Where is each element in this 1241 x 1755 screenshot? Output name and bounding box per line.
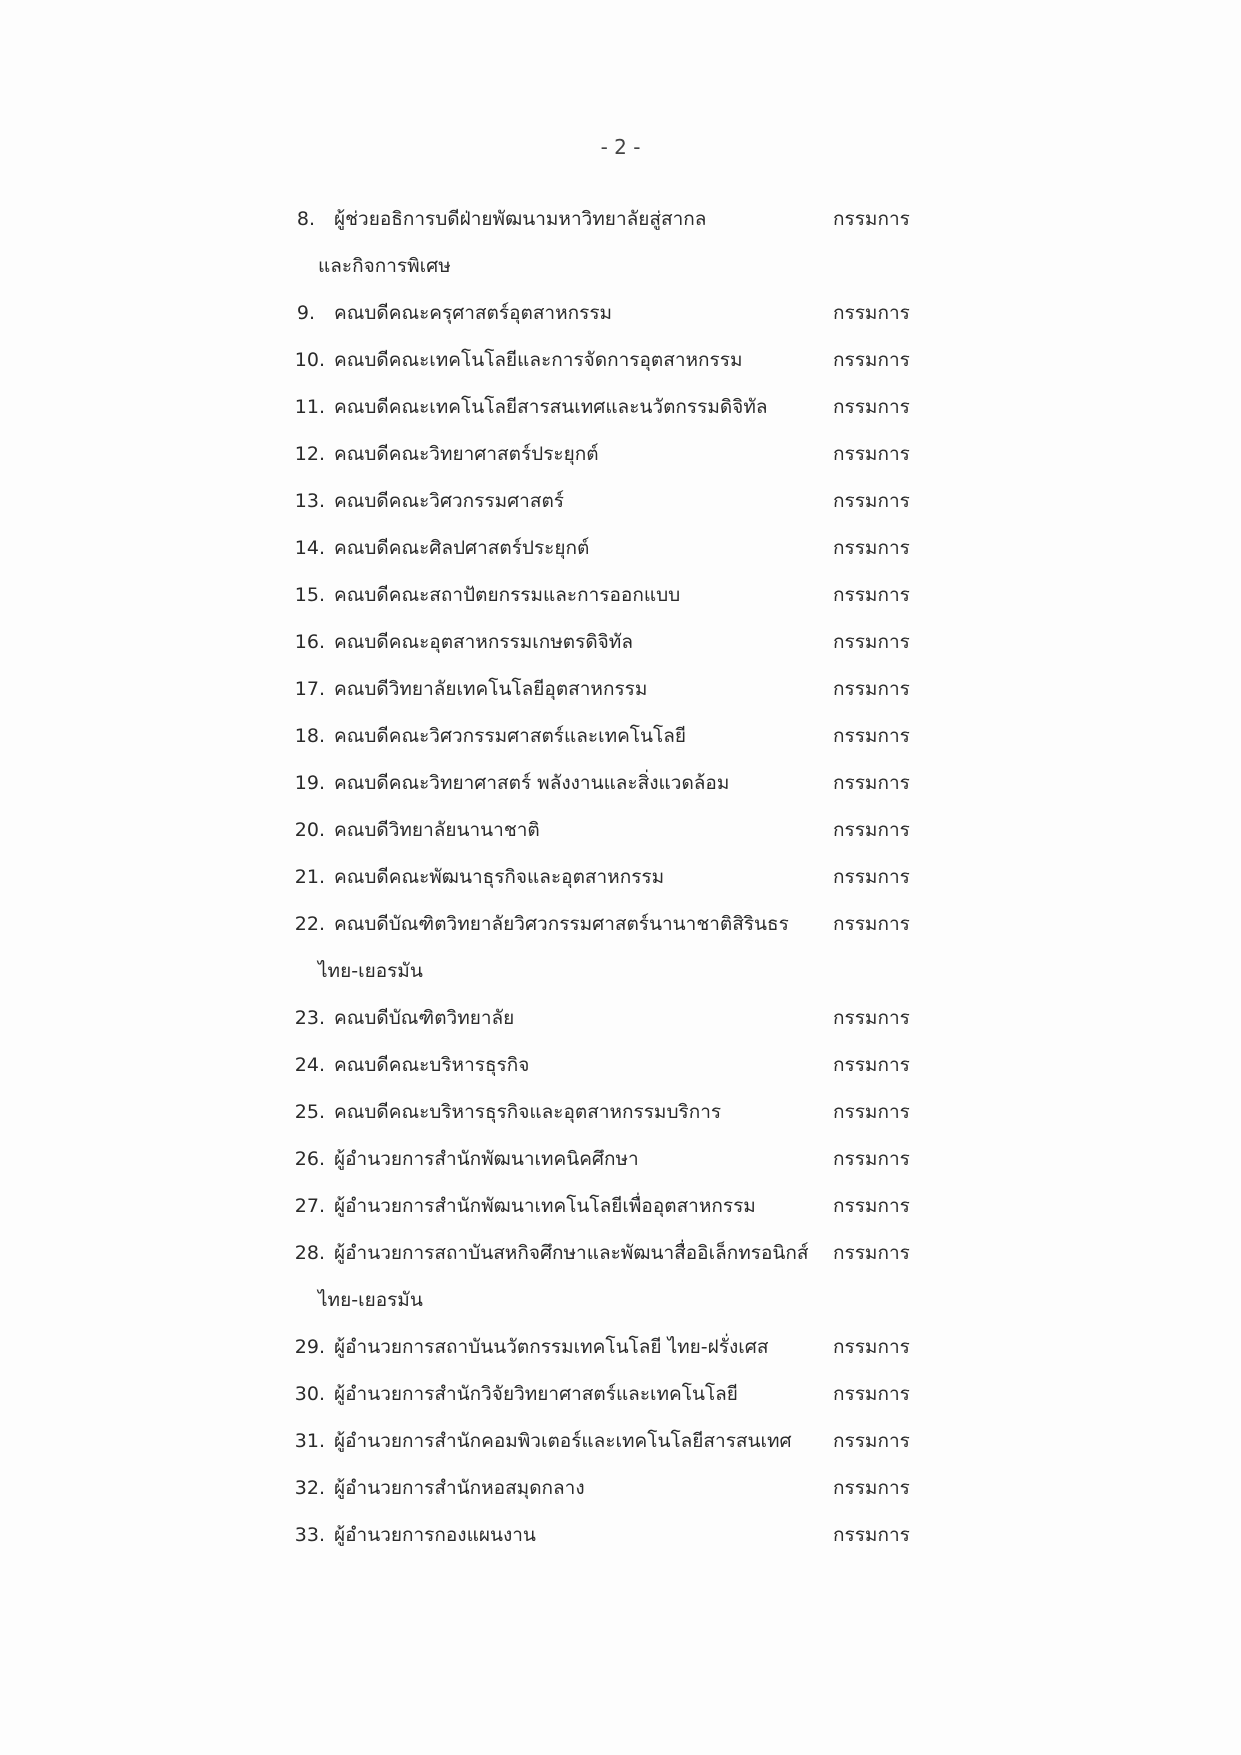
list-item bbox=[0, 1371, 1241, 1418]
item-position: คณบดีวิทยาลัยนานาชาติ bbox=[334, 819, 540, 841]
item-position: คณบดีวิทยาลัยเทคโนโลยีอุตสาหกรรม bbox=[334, 678, 648, 700]
list-item bbox=[0, 1324, 1241, 1371]
item-position: คณบดีคณะวิทยาศาสตร์ พลังงานและสิ่งแวดล้อม bbox=[334, 772, 730, 794]
item-role: กรรมการ bbox=[833, 1054, 910, 1076]
item-role: กรรมการ bbox=[833, 1524, 910, 1546]
item-role: กรรมการ bbox=[833, 1007, 910, 1029]
item-role: กรรมการ bbox=[833, 396, 910, 418]
item-role: กรรมการ bbox=[833, 1101, 910, 1123]
item-position: ผู้อำนวยการกองแผนงาน bbox=[334, 1524, 536, 1546]
item-role: กรรมการ bbox=[833, 1477, 910, 1499]
list-item-continuation bbox=[0, 1277, 1241, 1324]
list-item bbox=[0, 854, 1241, 901]
item-role: กรรมการ bbox=[833, 866, 910, 888]
list-item bbox=[0, 384, 1241, 431]
list-item bbox=[0, 619, 1241, 666]
item-role: กรรมการ bbox=[833, 913, 910, 935]
item-number: 32. bbox=[294, 1477, 325, 1499]
list-item bbox=[0, 525, 1241, 572]
list-item bbox=[0, 901, 1241, 948]
item-position: คณบดีคณะพัฒนาธุรกิจและอุตสาหกรรม bbox=[334, 866, 665, 888]
item-position: ผู้อำนวยการสถาบันสหกิจศึกษาและพัฒนาสื่ออิเล็กทรอนิกส์ bbox=[334, 1242, 809, 1264]
item-position: คณบดีคณะครุศาสตร์อุตสาหกรรม bbox=[334, 302, 613, 324]
item-role: กรรมการ bbox=[833, 772, 910, 794]
item-number: 21. bbox=[294, 866, 325, 888]
item-role: กรรมการ bbox=[833, 443, 910, 465]
item-position: คณบดีคณะบริหารธุรกิจ bbox=[334, 1054, 530, 1076]
item-number: 25. bbox=[294, 1101, 325, 1123]
item-number: 28. bbox=[294, 1242, 325, 1264]
list-item bbox=[0, 666, 1241, 713]
item-position: คณบดีคณะบริหารธุรกิจและอุตสาหกรรมบริการ bbox=[334, 1101, 722, 1123]
list-item bbox=[0, 1418, 1241, 1465]
item-position: คณบดีบัณฑิตวิทยาลัย bbox=[334, 1007, 515, 1029]
item-number: 10. bbox=[294, 349, 325, 371]
list-item bbox=[0, 807, 1241, 854]
list-item bbox=[0, 1230, 1241, 1277]
item-role: กรรมการ bbox=[833, 490, 910, 512]
item-role: กรรมการ bbox=[833, 819, 910, 841]
item-number: 20. bbox=[294, 819, 325, 841]
item-role: กรรมการ bbox=[833, 1383, 910, 1405]
item-number: 14. bbox=[294, 537, 325, 559]
item-number: 19. bbox=[294, 772, 325, 794]
list-item bbox=[0, 337, 1241, 384]
item-number: 24. bbox=[294, 1054, 325, 1076]
item-role: กรรมการ bbox=[833, 678, 910, 700]
item-position: ผู้อำนวยการสถาบันนวัตกรรมเทคโนโลยี ไทย-ฝรั่งเศส bbox=[334, 1336, 769, 1358]
item-role: กรรมการ bbox=[833, 1430, 910, 1452]
list-item bbox=[0, 1089, 1241, 1136]
list-item bbox=[0, 1042, 1241, 1089]
list-item bbox=[0, 290, 1241, 337]
item-position-continuation: ไทย-เยอรมัน bbox=[318, 1289, 423, 1311]
item-number: 26. bbox=[294, 1148, 325, 1170]
list-item bbox=[0, 713, 1241, 760]
item-number: 27. bbox=[294, 1195, 325, 1217]
list-item bbox=[0, 1136, 1241, 1183]
item-number: 33. bbox=[294, 1524, 325, 1546]
item-position: คณบดีคณะเทคโนโลยีและการจัดการอุตสาหกรรม bbox=[334, 349, 743, 371]
item-position-continuation: และกิจการพิเศษ bbox=[318, 255, 451, 277]
list-item bbox=[0, 1183, 1241, 1230]
item-position: ผู้ช่วยอธิการบดีฝ่ายพัฒนามหาวิทยาลัยสู่สากล bbox=[334, 208, 707, 230]
item-number: 16. bbox=[294, 631, 325, 653]
item-position: ผู้อำนวยการสำนักพัฒนาเทคโนโลยีเพื่ออุตสาหกรรม bbox=[334, 1195, 756, 1217]
item-position: ผู้อำนวยการสำนักหอสมุดกลาง bbox=[334, 1477, 585, 1499]
item-number: 29. bbox=[294, 1336, 325, 1358]
item-number: 9. bbox=[296, 302, 315, 324]
item-role: กรรมการ bbox=[833, 1148, 910, 1170]
page-number: - 2 - bbox=[600, 135, 641, 159]
item-role: กรรมการ bbox=[833, 631, 910, 653]
list-item-continuation bbox=[0, 948, 1241, 995]
list-item-continuation bbox=[0, 243, 1241, 290]
item-role: กรรมการ bbox=[833, 208, 910, 230]
list-item bbox=[0, 1512, 1241, 1559]
item-number: 18. bbox=[294, 725, 325, 747]
item-role: กรรมการ bbox=[833, 1242, 910, 1264]
item-position: คณบดีคณะวิศวกรรมศาสตร์ bbox=[334, 490, 564, 512]
item-role: กรรมการ bbox=[833, 537, 910, 559]
item-position: ผู้อำนวยการสำนักพัฒนาเทคนิคศึกษา bbox=[334, 1148, 639, 1170]
item-number: 12. bbox=[294, 443, 325, 465]
item-number: 23. bbox=[294, 1007, 325, 1029]
item-position: คณบดีคณะวิทยาศาสตร์ประยุกต์ bbox=[334, 443, 599, 465]
item-position: คณบดีคณะเทคโนโลยีสารสนเทศและนวัตกรรมดิจิทัล bbox=[334, 396, 768, 418]
item-number: 13. bbox=[294, 490, 325, 512]
item-position: คณบดีคณะอุตสาหกรรมเกษตรดิจิทัล bbox=[334, 631, 633, 653]
list-item bbox=[0, 572, 1241, 619]
item-position: คณบดีคณะสถาปัตยกรรมและการออกแบบ bbox=[334, 584, 681, 606]
list-item bbox=[0, 1465, 1241, 1512]
item-number: 30. bbox=[294, 1383, 325, 1405]
item-role: กรรมการ bbox=[833, 1195, 910, 1217]
committee-member-list bbox=[0, 196, 1241, 1559]
item-role: กรรมการ bbox=[833, 349, 910, 371]
item-position-continuation: ไทย-เยอรมัน bbox=[318, 960, 423, 982]
item-number: 22. bbox=[294, 913, 325, 935]
item-role: กรรมการ bbox=[833, 1336, 910, 1358]
item-number: 15. bbox=[294, 584, 325, 606]
item-number: 11. bbox=[294, 396, 325, 418]
item-role: กรรมการ bbox=[833, 584, 910, 606]
list-item bbox=[0, 478, 1241, 525]
list-item bbox=[0, 431, 1241, 478]
list-item bbox=[0, 995, 1241, 1042]
item-position: คณบดีบัณฑิตวิทยาลัยวิศวกรรมศาสตร์นานาชาติสิรินธร bbox=[334, 913, 789, 935]
item-number: 8. bbox=[296, 208, 315, 230]
item-position: คณบดีคณะวิศวกรรมศาสตร์และเทคโนโลยี bbox=[334, 725, 686, 747]
item-role: กรรมการ bbox=[833, 725, 910, 747]
list-item bbox=[0, 196, 1241, 243]
list-item bbox=[0, 760, 1241, 807]
item-number: 17. bbox=[294, 678, 325, 700]
item-number: 31. bbox=[294, 1430, 325, 1452]
item-position: ผู้อำนวยการสำนักคอมพิวเตอร์และเทคโนโลยีสารสนเทศ bbox=[334, 1430, 792, 1452]
item-position: คณบดีคณะศิลปศาสตร์ประยุกต์ bbox=[334, 537, 590, 559]
item-position: ผู้อำนวยการสำนักวิจัยวิทยาศาสตร์และเทคโนโลยี bbox=[334, 1383, 738, 1405]
item-role: กรรมการ bbox=[833, 302, 910, 324]
